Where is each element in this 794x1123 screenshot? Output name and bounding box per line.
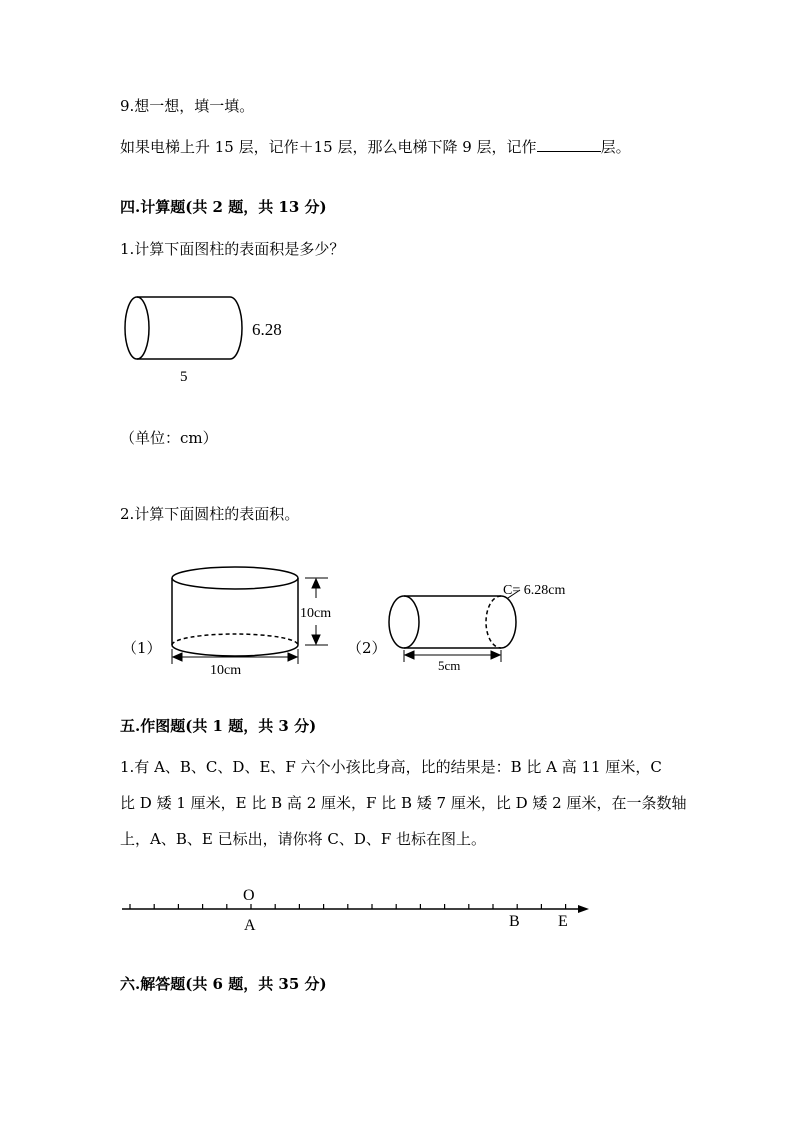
s4-q2-fig1-height-label: 10cm xyxy=(300,606,332,621)
s4-q2-fig2-circumference-label: C= 6.28cm xyxy=(503,583,566,598)
s4-q2-fig1-diameter-label: 10cm xyxy=(210,663,242,678)
s5-axis-origin-label: O xyxy=(243,887,255,904)
section5-heading: 五.作图题(共 1 题，共 3 分) xyxy=(120,717,317,735)
s4-q1-length-label: 5 xyxy=(180,369,188,385)
s5-axis-label-a: A xyxy=(244,917,256,934)
s5-axis-arrow xyxy=(578,905,589,913)
s4-q2-fig1-tag: （1） xyxy=(122,639,162,657)
s4-q1-text: 1.计算下面图柱的表面积是多少？ xyxy=(120,240,345,258)
s5-axis-label-e: E xyxy=(558,913,568,930)
s4-q1-unit: （单位：cm） xyxy=(120,429,218,447)
q9-text-before: 如果电梯上升 15 层，记作＋15 层，那么电梯下降 9 层，记作 xyxy=(120,138,537,156)
s5-q1-line1: 1.有 A、B、C、D、E、F 六个小孩比身高，比的结果是：B 比 A 高 11 厘米，C xyxy=(120,758,662,776)
s5-q1-line3: 上，A、B、E 已标出，请你将 C、D、F 也标在图上。 xyxy=(120,830,487,848)
s4-q2-text: 2.计算下面圆柱的表面积。 xyxy=(120,505,300,523)
q9-text-after: 层。 xyxy=(600,138,631,156)
section4-heading: 四.计算题(共 2 题，共 13 分) xyxy=(120,198,327,216)
s4-q2-fig2-tag: （2） xyxy=(347,639,387,657)
q9-title: 9.想一想，填一填。 xyxy=(120,97,255,115)
section6-heading: 六.解答题(共 6 题，共 35 分) xyxy=(120,975,327,993)
s4-q1-height-label: 6.28 xyxy=(252,320,282,339)
s5-axis-label-b: B xyxy=(509,913,520,930)
s5-q1-line2: 比 D 矮 1 厘米，E 比 B 高 2 厘米，F 比 B 矮 7 厘米，比 D 矮 2 厘米，在一条数轴 xyxy=(120,794,687,812)
s4-q2-fig2-length-label: 5cm xyxy=(438,658,461,673)
